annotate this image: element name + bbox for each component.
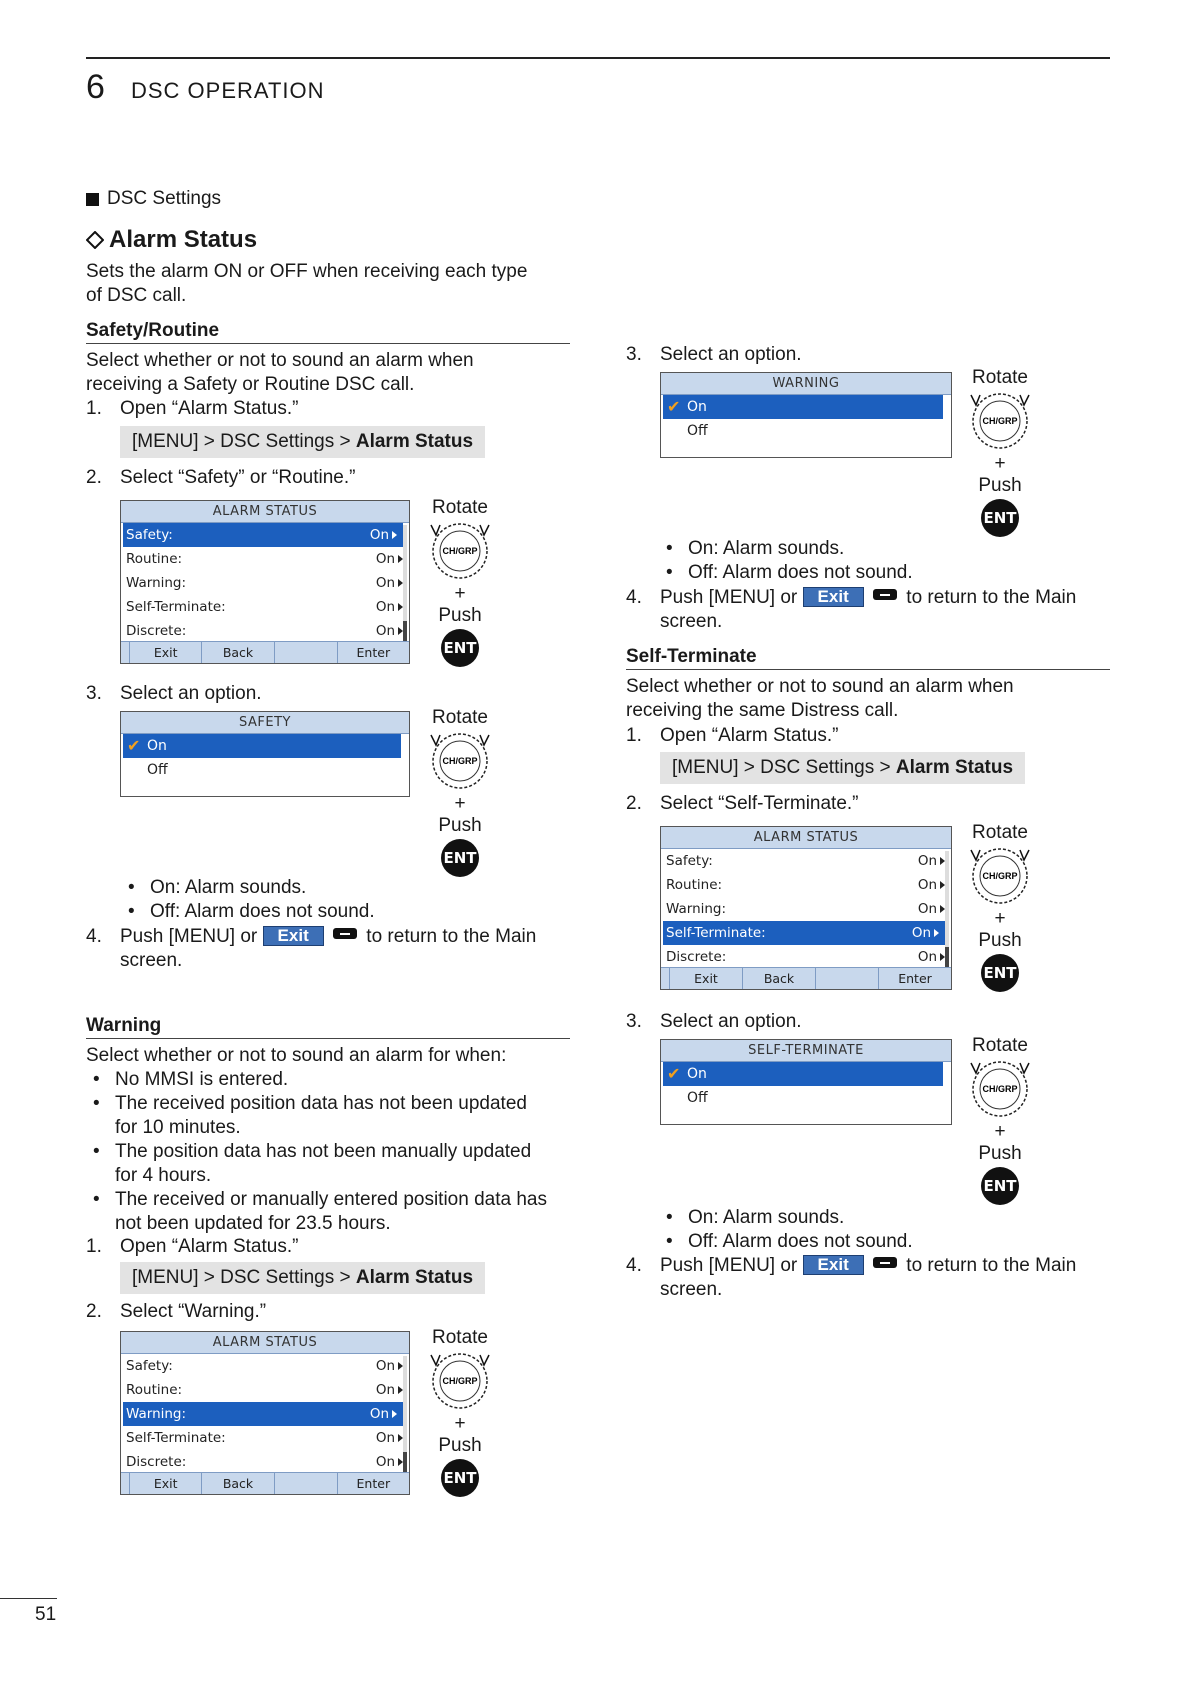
warning-bullet: • The position data has not been manually updated for 4 hours. xyxy=(93,1141,532,1186)
step-4: 4. Push [MENU] or Exit to return to the Main screen. xyxy=(86,926,537,971)
chapter-number: 6 xyxy=(86,68,105,106)
option-off[interactable]: Off xyxy=(687,423,708,439)
svg-text:CH/GRP: CH/GRP xyxy=(442,546,478,556)
dial-icon xyxy=(427,729,493,793)
list-item[interactable]: Self-Terminate: On xyxy=(121,1426,409,1450)
check-icon: ✔ xyxy=(667,397,681,416)
warning-option-screen: WARNING ✔ On Off xyxy=(660,372,952,458)
softkey-bar: Exit Back Enter xyxy=(121,641,409,663)
step-3: 3. Select an option. xyxy=(626,1011,802,1032)
scrollbar xyxy=(403,1356,407,1474)
page-number: 51 xyxy=(35,1604,57,1625)
safety-routine-desc: Select whether or not to sound an alarm when receiving a Safety or Routine DSC call. xyxy=(86,350,474,395)
minus-key-icon xyxy=(873,589,897,600)
minus-key-icon xyxy=(333,928,357,939)
scrollbar xyxy=(403,525,407,643)
list-item[interactable]: Routine: On xyxy=(121,1378,409,1402)
self-terminate-desc: Select whether or not to sound an alarm when receiving the same Distress call. xyxy=(626,676,1014,721)
option-on[interactable]: ✔ On xyxy=(663,395,943,419)
knob-instruction: Rotate CH/GRP + Push ENT xyxy=(964,367,1036,537)
step-3: 3. Select an option. xyxy=(86,683,262,704)
list-item[interactable]: Warning: On xyxy=(123,1402,403,1426)
scrollbar xyxy=(945,851,949,969)
exit-key: Exit xyxy=(263,926,324,946)
step-3: 3. Select an option. xyxy=(626,344,802,365)
warning-title: Warning xyxy=(86,1015,570,1039)
dial-icon xyxy=(967,1057,1033,1121)
header-rule xyxy=(86,57,1110,59)
alarm-status-screen: ALARM STATUS Safety: On Routine: On Warning: On Self-Terminate: On Discrete: On Exit Back Enter xyxy=(120,1331,410,1495)
knob-instruction: Rotate CH/GRP + Push ENT xyxy=(424,497,496,667)
ent-button[interactable]: ENT xyxy=(441,839,479,877)
square-bullet-icon xyxy=(86,193,99,206)
svg-text:CH/GRP: CH/GRP xyxy=(982,416,1018,426)
list-item[interactable]: Discrete: On xyxy=(121,619,409,643)
alarm-status-screen: ALARM STATUS Safety: On Routine: On Warning: On Self-Terminate: On Discrete: On Exit Back Enter xyxy=(660,826,952,990)
chapter-title: DSC OPERATION xyxy=(131,78,325,103)
exit-key: Exit xyxy=(803,1255,864,1275)
step-2: 2. Select “Safety” or “Routine.” xyxy=(86,467,356,488)
bullet-on: • On: Alarm sounds. xyxy=(128,877,307,898)
minus-key-icon xyxy=(873,1257,897,1268)
check-icon: ✔ xyxy=(127,736,141,755)
bullet-off: • Off: Alarm does not sound. xyxy=(666,1231,913,1252)
intro: Sets the alarm ON or OFF when receiving each type of DSC call. xyxy=(86,261,528,306)
menu-path: [MENU] > DSC Settings > Alarm Status xyxy=(660,752,1025,784)
menu-path: [MENU] > DSC Settings > Alarm Status xyxy=(120,1262,485,1294)
softkey-bar: Exit Back Enter xyxy=(121,1472,409,1494)
list-item[interactable]: Warning: On xyxy=(121,571,409,595)
list-item[interactable]: Discrete: On xyxy=(121,1450,409,1474)
bullet-off: • Off: Alarm does not sound. xyxy=(666,562,913,583)
step-2: 2. Select “Self-Terminate.” xyxy=(626,793,859,814)
step-1: 1. Open “Alarm Status.” xyxy=(626,725,839,746)
ent-button[interactable]: ENT xyxy=(981,1167,1019,1205)
list-item[interactable]: Routine: On xyxy=(121,547,409,571)
step-1: 1. Open “Alarm Status.” xyxy=(86,1236,299,1257)
section-title: DSC Settings xyxy=(86,188,221,210)
dial-icon xyxy=(427,1349,493,1413)
menu-path: [MENU] > DSC Settings > Alarm Status xyxy=(120,426,485,458)
warning-bullet: • The received or manually entered position data has not been updated for 23.5 hours. xyxy=(93,1189,547,1234)
svg-text:CH/GRP: CH/GRP xyxy=(982,1084,1018,1094)
check-icon: ✔ xyxy=(667,1064,681,1083)
list-item[interactable]: Discrete: On xyxy=(661,945,951,969)
self-terminate-option-screen: SELF-TERMINATE ✔ On Off xyxy=(660,1039,952,1125)
safety-routine-title: Safety/Routine xyxy=(86,320,570,344)
ent-button[interactable]: ENT xyxy=(981,954,1019,992)
knob-instruction: Rotate CH/GRP + Push ENT xyxy=(424,1327,496,1497)
page-heading: Alarm Status xyxy=(86,226,257,254)
option-on[interactable]: ✔ On xyxy=(663,1062,943,1086)
dial-icon xyxy=(427,519,493,583)
knob-instruction: Rotate CH/GRP + Push ENT xyxy=(964,822,1036,992)
list-item[interactable]: Warning: On xyxy=(661,897,951,921)
self-terminate-title: Self-Terminate xyxy=(626,646,1110,670)
dial-icon xyxy=(967,389,1033,453)
bullet-on: • On: Alarm sounds. xyxy=(666,1207,845,1228)
alarm-status-screen: ALARM STATUS Safety: On Routine: On Warning: On Self-Terminate: On Discrete: On Exit Back Enter xyxy=(120,500,410,664)
ent-button[interactable]: ENT xyxy=(981,499,1019,537)
svg-text:CH/GRP: CH/GRP xyxy=(982,871,1018,881)
option-off[interactable]: Off xyxy=(687,1090,708,1106)
list-item[interactable]: Self-Terminate: On xyxy=(663,921,945,945)
bullet-on: • On: Alarm sounds. xyxy=(666,538,845,559)
knob-instruction: Rotate CH/GRP + Push ENT xyxy=(964,1035,1036,1205)
list-item[interactable]: Safety: On xyxy=(121,1354,409,1378)
step-2: 2. Select “Warning.” xyxy=(86,1301,267,1322)
ent-button[interactable]: ENT xyxy=(441,1459,479,1497)
list-item[interactable]: Self-Terminate: On xyxy=(121,595,409,619)
option-on[interactable]: ✔ On xyxy=(123,734,401,758)
step-4: 4. Push [MENU] or Exit to return to the Main screen. xyxy=(626,1255,1077,1300)
warning-desc: Select whether or not to sound an alarm for when: xyxy=(86,1045,507,1066)
safety-option-screen: SAFETY ✔ On Off xyxy=(120,711,410,797)
svg-text:CH/GRP: CH/GRP xyxy=(442,1376,478,1386)
svg-text:CH/GRP: CH/GRP xyxy=(442,756,478,766)
ent-button[interactable]: ENT xyxy=(441,629,479,667)
warning-bullet: • The received position data has not been updated for 10 minutes. xyxy=(93,1093,527,1138)
bullet-off: • Off: Alarm does not sound. xyxy=(128,901,375,922)
option-off[interactable]: Off xyxy=(147,762,168,778)
warning-bullet: • No MMSI is entered. xyxy=(93,1069,289,1090)
dial-icon xyxy=(967,844,1033,908)
list-item[interactable]: Safety: On xyxy=(661,849,951,873)
step-1: 1. Open “Alarm Status.” xyxy=(86,398,299,419)
softkey-bar: Exit Back Enter xyxy=(661,967,951,989)
exit-key: Exit xyxy=(803,587,864,607)
diamond-icon xyxy=(86,231,104,249)
footer-rule xyxy=(0,1598,57,1599)
knob-instruction: Rotate CH/GRP + Push ENT xyxy=(424,707,496,877)
list-item[interactable]: Safety: On xyxy=(123,523,403,547)
step-4: 4. Push [MENU] or Exit to return to the Main screen. xyxy=(626,587,1077,632)
list-item[interactable]: Routine: On xyxy=(661,873,951,897)
